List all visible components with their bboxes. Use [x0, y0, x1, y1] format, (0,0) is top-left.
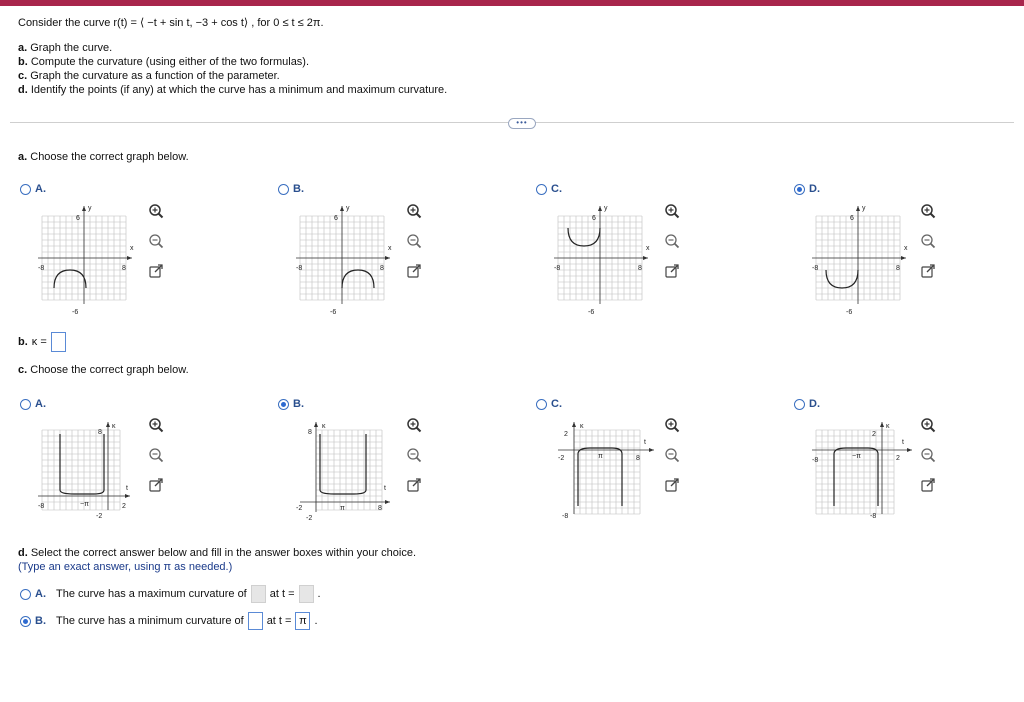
graph-a-option-d [808, 200, 918, 316]
part-d-note: (Type an exact answer, using π as needed.) [18, 561, 233, 573]
zoom-in-icon[interactable] [664, 417, 680, 433]
top-accent-bar [0, 0, 1024, 6]
part-a-prompt: a. Choose the correct graph below. [18, 151, 189, 163]
part-c-option-c[interactable]: C. [536, 398, 562, 410]
tools-c-b [406, 417, 426, 507]
svg-text:8: 8 [636, 455, 640, 462]
part-c-option-b[interactable]: B. [278, 398, 304, 410]
popout-icon[interactable] [406, 477, 422, 493]
zoom-out-icon[interactable] [920, 233, 936, 249]
max-t-input[interactable] [299, 585, 314, 603]
radio-d[interactable] [794, 399, 805, 410]
part-c-option-a[interactable]: A. [20, 398, 46, 410]
svg-text:y: y [346, 205, 350, 212]
part-b-row: b. κ = [18, 332, 66, 352]
popout-icon[interactable] [406, 263, 422, 279]
radio-a[interactable] [20, 184, 31, 195]
svg-text:6: 6 [76, 215, 80, 222]
radio-b-selected[interactable] [20, 616, 31, 627]
part-line-b: b. Compute the curvature (using either of the two formulas). [18, 56, 310, 68]
svg-text:t: t [644, 439, 646, 446]
zoom-in-icon[interactable] [148, 203, 164, 219]
part-a-option-a[interactable]: A. [20, 183, 46, 195]
svg-text:-8: -8 [812, 265, 819, 272]
tools-a-a [148, 203, 168, 293]
tools-a-d [920, 203, 940, 293]
part-c-prompt: c. Choose the correct graph below. [18, 364, 189, 376]
svg-text:x: x [388, 245, 392, 252]
radio-b-selected[interactable] [278, 399, 289, 410]
svg-text:6: 6 [850, 215, 854, 222]
radio-b[interactable] [278, 184, 289, 195]
svg-text:y: y [88, 205, 92, 212]
graph-a-option-c [550, 200, 660, 316]
part-a-option-b[interactable]: B. [278, 183, 304, 195]
svg-text:t: t [902, 439, 904, 446]
svg-text:π: π [598, 453, 603, 460]
radio-c[interactable] [536, 184, 547, 195]
kappa-input[interactable] [51, 332, 66, 352]
svg-text:−π: −π [80, 501, 89, 508]
zoom-in-icon[interactable] [920, 203, 936, 219]
tools-a-b [406, 203, 426, 293]
svg-text:8: 8 [896, 265, 900, 272]
svg-text:-2: -2 [96, 513, 103, 520]
part-a-option-c[interactable]: C. [536, 183, 562, 195]
svg-text:x: x [646, 245, 650, 252]
svg-text:6: 6 [334, 215, 338, 222]
part-line-a: a. Graph the curve. [18, 42, 113, 54]
svg-text:8: 8 [378, 505, 382, 512]
svg-text:κ: κ [886, 423, 890, 430]
zoom-out-icon[interactable] [664, 447, 680, 463]
svg-text:y: y [862, 205, 866, 212]
tools-c-c [664, 417, 684, 507]
svg-text:2: 2 [896, 455, 900, 462]
svg-text:-6: -6 [72, 309, 79, 316]
graph-c-option-b [292, 414, 402, 522]
svg-text:t: t [384, 485, 386, 492]
svg-text:-8: -8 [554, 265, 561, 272]
graph-c-option-d [808, 414, 918, 522]
grid [316, 430, 382, 510]
svg-text:-6: -6 [588, 309, 595, 316]
zoom-out-icon[interactable] [920, 447, 936, 463]
zoom-in-icon[interactable] [148, 417, 164, 433]
min-t-input[interactable]: π [295, 612, 310, 630]
problem-statement [18, 16, 447, 97]
popout-icon[interactable] [664, 477, 680, 493]
radio-a[interactable] [20, 399, 31, 410]
tools-c-a [148, 417, 168, 507]
grid [574, 430, 640, 514]
svg-text:8: 8 [380, 265, 384, 272]
svg-text:8: 8 [122, 265, 126, 272]
svg-text:t: t [126, 485, 128, 492]
svg-text:-8: -8 [38, 265, 45, 272]
radio-c[interactable] [536, 399, 547, 410]
zoom-out-icon[interactable] [406, 233, 422, 249]
svg-text:-2: -2 [558, 455, 565, 462]
zoom-in-icon[interactable] [920, 417, 936, 433]
svg-text:8: 8 [308, 429, 312, 436]
svg-text:2: 2 [564, 431, 568, 438]
radio-d-selected[interactable] [794, 184, 805, 195]
zoom-in-icon[interactable] [406, 203, 422, 219]
svg-text:y: y [604, 205, 608, 212]
part-a-option-d[interactable]: D. [794, 183, 820, 195]
svg-text:-6: -6 [330, 309, 337, 316]
svg-text:κ: κ [580, 423, 584, 430]
part-d-option-a[interactable]: A. The curve has a maximum curvature of at t = . [20, 585, 321, 603]
graph-a-option-b [292, 200, 402, 316]
popout-icon[interactable] [920, 477, 936, 493]
graph-c-option-a [34, 414, 144, 522]
more-button[interactable]: ••• [508, 118, 536, 129]
popout-icon[interactable] [148, 263, 164, 279]
svg-text:-8: -8 [812, 457, 819, 464]
part-d-option-b[interactable]: B. The curve has a minimum curvature of at t = π . [20, 612, 318, 630]
min-curvature-input[interactable] [248, 612, 263, 630]
radio-a[interactable] [20, 589, 31, 600]
part-c-option-d[interactable]: D. [794, 398, 820, 410]
popout-icon[interactable] [664, 263, 680, 279]
svg-text:x: x [904, 245, 908, 252]
zoom-out-icon[interactable] [406, 447, 422, 463]
svg-text:x: x [130, 245, 134, 252]
graph-a-option-a [34, 200, 144, 316]
zoom-in-icon[interactable] [406, 417, 422, 433]
svg-text:-6: -6 [846, 309, 853, 316]
part-d-prompt: d. Select the correct answer below and fill in the answer boxes within your choice. [18, 547, 417, 559]
svg-text:8: 8 [98, 429, 102, 436]
part-line-d: d. Identify the points (if any) at which the curve has a minimum and maximum curvature. [18, 84, 448, 96]
popout-icon[interactable] [920, 263, 936, 279]
max-curvature-input[interactable] [251, 585, 266, 603]
svg-text:-8: -8 [38, 503, 45, 510]
svg-text:-8: -8 [870, 513, 877, 520]
svg-text:κ: κ [112, 423, 116, 430]
svg-text:-8: -8 [296, 265, 303, 272]
svg-text:κ: κ [322, 423, 326, 430]
svg-text:π: π [340, 505, 345, 512]
zoom-out-icon[interactable] [148, 447, 164, 463]
svg-text:8: 8 [638, 265, 642, 272]
tools-a-c [664, 203, 684, 293]
part-line-c: c. Graph the curvature as a function of the parameter. [18, 70, 280, 82]
popout-icon[interactable] [148, 477, 164, 493]
graph-c-option-c [550, 414, 660, 522]
svg-text:-8: -8 [562, 513, 569, 520]
svg-text:2: 2 [872, 431, 876, 438]
tools-c-d [920, 417, 940, 507]
svg-text:-2: -2 [296, 505, 303, 512]
svg-text:-2: -2 [306, 515, 313, 522]
svg-text:2: 2 [122, 503, 126, 510]
svg-text:6: 6 [592, 215, 596, 222]
svg-text:−π: −π [852, 453, 861, 460]
problem-text: Consider the curve r(t) = ⟨ −t + sin t, −3 + cos t⟩ , for 0 ≤ t ≤ 2π. [18, 17, 324, 29]
zoom-out-icon[interactable] [148, 233, 164, 249]
zoom-in-icon[interactable] [664, 203, 680, 219]
zoom-out-icon[interactable] [664, 233, 680, 249]
